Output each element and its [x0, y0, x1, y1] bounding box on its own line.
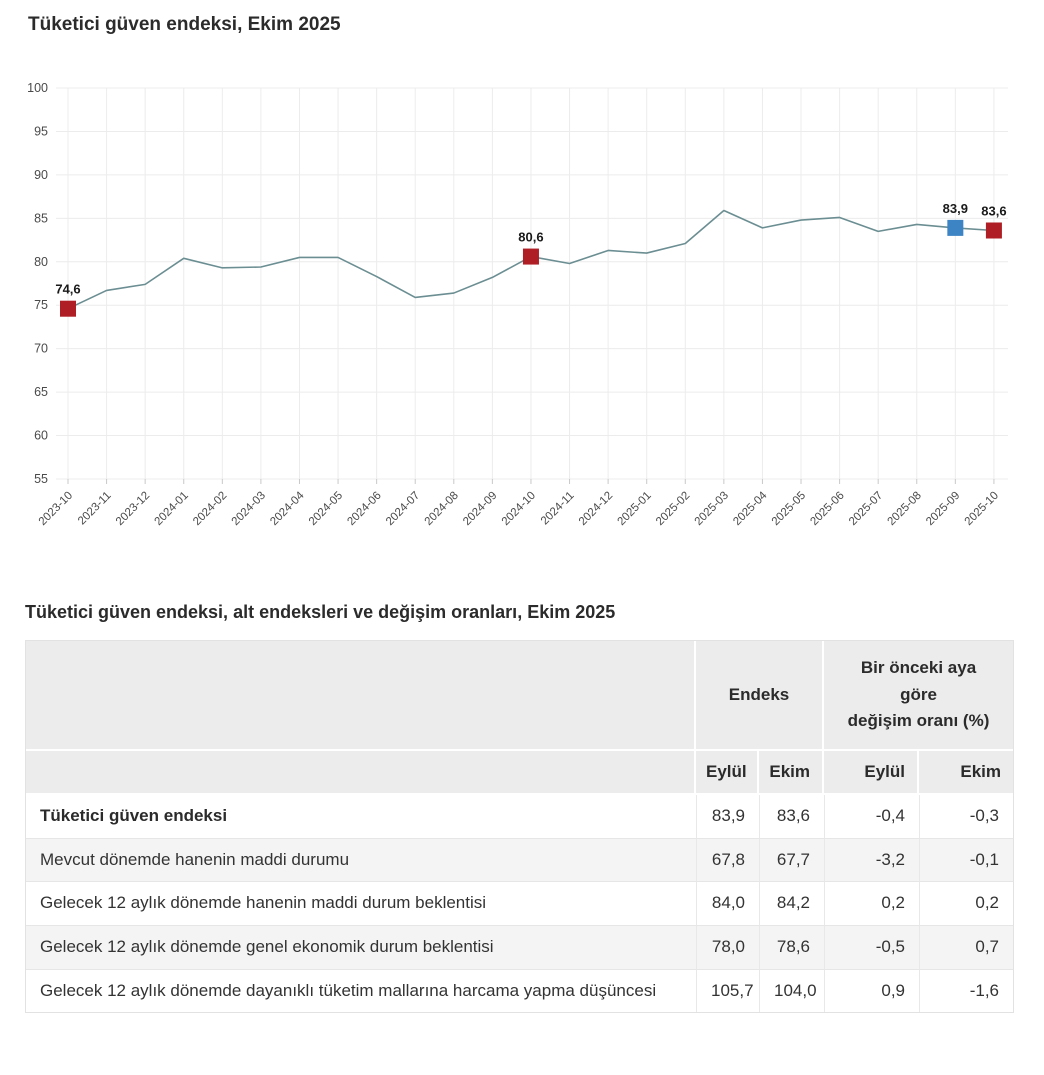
row-value: 0,2	[824, 882, 919, 926]
x-axis-tick-label: 2023-10	[36, 489, 76, 528]
row-value: -3,2	[824, 839, 919, 883]
y-axis-tick-label: 85	[34, 211, 48, 226]
row-value: 0,7	[919, 926, 1013, 970]
row-value: 67,8	[696, 839, 759, 883]
row-value: 105,7	[696, 970, 759, 1013]
subheader-month-3: Ekim	[919, 751, 1013, 795]
x-axis-tick-label: 2025-06	[808, 489, 847, 528]
x-axis-tick-label: 2025-08	[885, 489, 924, 528]
corner-cell	[26, 641, 696, 751]
marker-2023-10	[60, 301, 76, 317]
x-axis-tick-label: 2024-04	[268, 489, 307, 528]
row-label: Gelecek 12 aylık dönemde genel ekonomik durum beklentisi	[26, 926, 696, 970]
x-axis-tick-label: 2023-11	[75, 489, 114, 528]
x-axis-tick-label: 2025-01	[615, 489, 654, 528]
row-value: 0,2	[919, 882, 1013, 926]
row-value: 84,2	[759, 882, 824, 926]
marker-2025-10	[986, 222, 1002, 238]
row-value: 78,0	[696, 926, 759, 970]
y-axis-tick-label: 90	[34, 167, 48, 182]
row-value: -0,1	[919, 839, 1013, 883]
row-value: -0,4	[824, 795, 919, 839]
row-value: 78,6	[759, 926, 824, 970]
table-title: Tüketici güven endeksi, alt endeksleri ve değişim oranları, Ekim 2025	[25, 602, 616, 622]
row-value: 0,9	[824, 970, 919, 1013]
row-value: 104,0	[759, 970, 824, 1013]
x-axis-tick-label: 2024-12	[576, 489, 616, 528]
x-axis-tick-label: 2023-12	[113, 489, 153, 528]
row-value: -1,6	[919, 970, 1013, 1013]
marker-label-2025-10: 83,6	[981, 203, 1007, 219]
y-axis-tick-label: 65	[34, 385, 48, 400]
table-group-header-row	[26, 641, 1013, 751]
row-label: Gelecek 12 aylık dönemde dayanıklı tüketim mallarına harcama yapma düşüncesi	[26, 970, 696, 1013]
x-axis-tick-label: 2024-02	[191, 489, 230, 528]
table-row	[26, 926, 1013, 970]
x-axis-tick-label: 2025-10	[962, 489, 1002, 528]
x-axis-tick-label: 2025-04	[731, 489, 770, 528]
x-axis-tick-label: 2025-07	[846, 489, 886, 528]
row-value: -0,5	[824, 926, 919, 970]
x-axis-tick-label: 2024-10	[499, 489, 539, 528]
x-axis-tick-label: 2025-03	[692, 489, 731, 528]
marker-2025-09	[947, 220, 963, 236]
y-axis-tick-label: 70	[34, 341, 48, 356]
row-value: -0,3	[919, 795, 1013, 839]
table-row	[26, 970, 1013, 1013]
subindices-table	[25, 640, 1014, 1013]
change-rate-group-header	[824, 641, 1013, 751]
row-label: Mevcut dönemde hanenin maddi durumu	[26, 839, 696, 883]
row-value: 83,9	[696, 795, 759, 839]
consumer-confidence-line-chart	[0, 60, 1044, 592]
x-axis-tick-label: 2024-05	[306, 489, 346, 528]
x-axis-tick-label: 2025-02	[654, 489, 693, 528]
y-axis-tick-label: 100	[27, 81, 48, 95]
marker-label-2025-09: 83,9	[942, 200, 968, 216]
marker-2024-10	[523, 249, 539, 265]
x-axis-tick-label: 2024-06	[345, 489, 384, 528]
x-axis-tick-label: 2024-07	[384, 489, 423, 528]
endeks-group-header: Endeks	[696, 641, 824, 751]
chart-title: Tüketici güven endeksi, Ekim 2025	[28, 14, 341, 35]
corner-cell-2	[26, 751, 696, 795]
x-axis-tick-label: 2024-11	[538, 489, 577, 528]
row-value: 67,7	[759, 839, 824, 883]
y-axis-tick-label: 80	[34, 254, 48, 269]
subheader-month-0: Eylül	[696, 751, 759, 795]
row-label: Gelecek 12 aylık dönemde hanenin maddi durum beklentisi	[26, 882, 696, 926]
x-axis-tick-label: 2025-09	[924, 489, 963, 528]
row-value: 84,0	[696, 882, 759, 926]
table-subheader-row	[26, 751, 1013, 795]
table-row	[26, 882, 1013, 926]
x-axis-tick-label: 2024-03	[229, 489, 269, 528]
row-value: 83,6	[759, 795, 824, 839]
marker-label-2024-10: 80,6	[518, 229, 544, 245]
subheader-month-2: Eylül	[824, 751, 919, 795]
table-body	[26, 795, 1013, 1012]
y-axis-tick-label: 60	[34, 428, 48, 443]
table-row	[26, 795, 1013, 839]
change-rate-label: Bir önceki aya göre değişim oranı (%)	[847, 658, 990, 731]
table-row	[26, 839, 1013, 883]
y-axis-tick-label: 55	[34, 472, 48, 486]
x-axis-tick-label: 2024-09	[461, 489, 500, 528]
x-axis-tick-label: 2025-05	[769, 489, 809, 528]
subheader-month-1: Ekim	[759, 751, 824, 795]
x-axis-tick-label: 2024-01	[152, 489, 191, 528]
row-label: Tüketici güven endeksi	[26, 795, 696, 839]
marker-label-2023-10: 74,6	[55, 281, 81, 297]
y-axis-tick-label: 95	[34, 124, 48, 139]
x-axis-tick-label: 2024-08	[422, 489, 461, 528]
y-axis-tick-label: 75	[34, 298, 48, 313]
